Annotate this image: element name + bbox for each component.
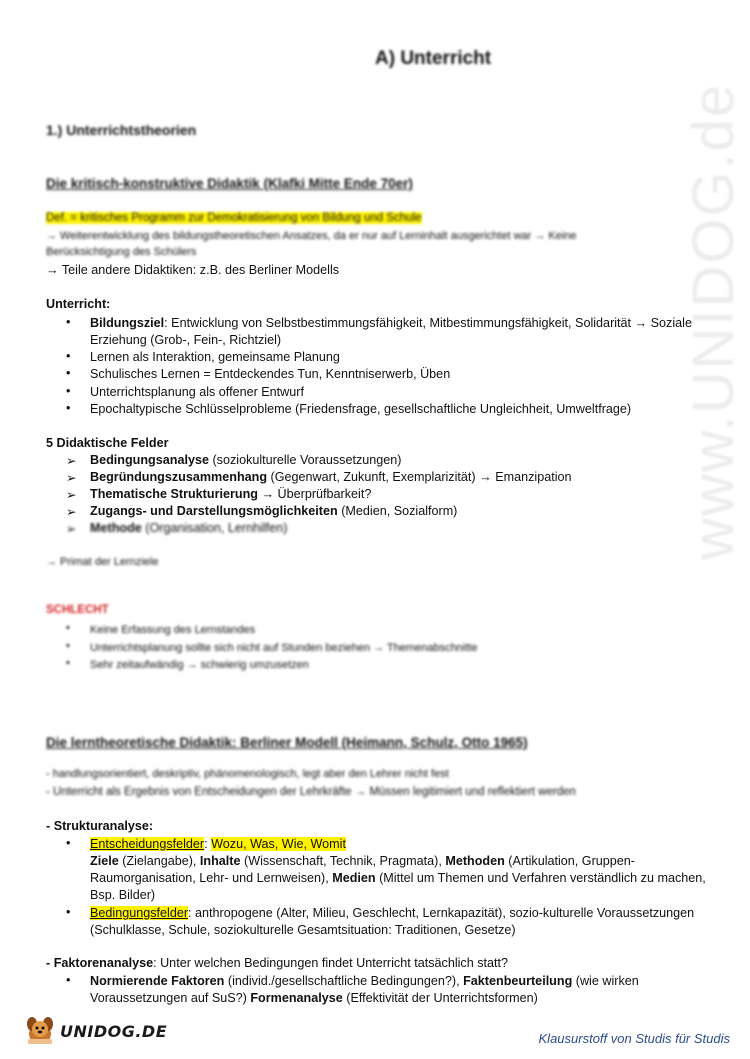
berlin-line-1: - handlungsorientiert, deskriptiv, phänomenologisch, legt aber den Lehrer nicht fest bbox=[46, 768, 449, 780]
bedingungsfelder-label: Bedingungsfelder bbox=[90, 906, 189, 920]
strukturanalyse-label: - Strukturanalyse: bbox=[46, 819, 154, 833]
document-page: www.UNIDOG.de A) Unterricht 1.) Unterrichtstheorien Die kritisch-konstruktive Didaktik (Klafki Mitte Ende 70er) Def. = kritisches Programm zur Demokratisierung von Bildung und Schule → Weiterentwicklung des bildungstheoretischen Ansatzes, da er nur auf Lerninhalt ausgerichtet war → Keine Berücksichtigung des Schülers → Teile andere Didaktiken: z.B. des Berliner Modells Unterricht: • Bildungsziel: Entwicklung von Selbstbestimmungsfähigkeit, Mitbestimmungsfähigkeit, Solidarität → Soziale Erziehung (Grob-, Fein-, Richtziel) • Lernen als Interaktion, gemeinsame Planung • Schulisches Lernen = Entdeckendes Tun, Kenntniserwerb, Üben • Unterrichtsplanung als offener Entwurf • Epochaltypische Schlüsselprobleme (Friedensfrage, gesellschaftliche Ungleichheit, Umweltfrage) 5 Didaktische Felder ➢ Bedingungsanalyse (soziokulturelle Voraussetzungen) ➢ Begründungszusammenhang (Gegenwart, Zukunft, Exemplarizität) → Emanzipation ➢ Thematische Strukturierung → Überprüfbarkeit? ➢ Zugangs- und Darstellungsmöglichkeiten (Medien, Sozialform) ➢ Methode (Organisation, Lernhilfen) → Primat der Lernziele SCHLECHT • Keine Erfassung des Lernstandes • Unterrichtsplanung sollte sich nicht auf Stunden beziehen → Themenabschnitte • Sehr zeitaufwändig → schwierig umzusetzen Die lerntheoretische Didaktik: Berliner Modell (Heimann, Schulz, Otto 1965) - handlungsorientiert, deskriptiv, phänomenologisch, legt aber den Lehrer nicht fest - Unterricht als Ergebnis von Entscheidungen der Lehrkräfte → Müssen legitimiert und reflektiert werden - Strukturanalyse: • Entscheidungsfelder: Wozu, Was, Wie, Womit Ziele (Zielangabe), Inhalte (Wissenschaft, Technik, Pragmata), Methoden (Artikulation, Gruppen-Raumorganisation, Lehr- und Lernweisen), Medien (Mittel um Themen und Verfahren verständlich zu machen, Bsp. Bilder) • Bedingungsfelder: anthropogene (Alter, Milieu, Geschlecht, Lernkapazität), sozio-kulturelle Voraussetzungen (Schulklasse, Schule, soziokulturelle Gesamtsituation: Traditionen, Gesetze) - Faktorenanalyse: Unter welchen Bedingungen findet Unterricht tatsächlich statt? • Normierende Faktoren (individ./gesellschaftliche Bedingungen?), Faktenbeurteilung (wie wirken Voraussetzungen auf SuS?) Formenanalyse (Effektivität der Unterrichtsformen) UNIDOG.DE Klausurstoff von Studis für Studis bbox=[0, 0, 750, 1059]
brand-name: UNIDOG.DE bbox=[60, 1022, 168, 1041]
berlin-heading: Die lerntheoretische Didaktik: Berliner Modell (Heimann, Schulz, Otto 1965) bbox=[46, 735, 528, 750]
bullet-icon: • bbox=[66, 657, 70, 669]
berlin-line-2: - Unterricht als Ergebnis von Entscheidungen der Lehrkräfte → Müssen legitimiert und reflektiert werden bbox=[46, 786, 576, 798]
klafki-line-2: → Teile andere Didaktiken: z.B. des Berliner Modells bbox=[46, 263, 340, 277]
footer-tagline: Klausurstoff von Studis für Studis bbox=[538, 1031, 730, 1046]
section-heading: 1.) Unterrichtstheorien bbox=[46, 122, 197, 138]
schlecht-label: SCHLECHT bbox=[46, 604, 109, 616]
entscheidungsfelder-label: Entscheidungsfelder bbox=[90, 837, 205, 851]
definition-highlight: Def. = kritisches Programm zur Demokratisierung von Bildung und Schule bbox=[46, 212, 422, 224]
klafki-line-1b: Berücksichtigung des Schülers bbox=[46, 246, 197, 258]
unidog-logo[interactable] bbox=[22, 1012, 168, 1048]
bullet-icon: • bbox=[66, 905, 71, 919]
page-title: A) Unterricht bbox=[375, 48, 492, 69]
bullet-icon: • bbox=[66, 836, 71, 850]
bullet-icon: • bbox=[66, 640, 70, 652]
bullet-icon: • bbox=[66, 366, 71, 380]
bullet-icon: • bbox=[66, 401, 71, 415]
arrow-bullet-icon: ➢ bbox=[66, 505, 77, 519]
bullet-icon: • bbox=[66, 622, 70, 634]
unterricht-label: Unterricht: bbox=[46, 297, 111, 311]
klafki-definition bbox=[46, 212, 422, 224]
watermark: www.UNIDOG.de bbox=[681, 82, 746, 560]
arrow-bullet-icon: ➢ bbox=[66, 488, 77, 502]
entscheidungsfelder-highlight: Wozu, Was, Wie, Womit bbox=[211, 837, 346, 851]
primat-line: → Primat der Lernziele bbox=[46, 556, 159, 568]
bullet-icon: • bbox=[66, 973, 71, 987]
klafki-heading: Die kritisch-konstruktive Didaktik (Klafki Mitte Ende 70er) bbox=[46, 176, 413, 191]
bullet-icon: • bbox=[66, 384, 71, 398]
arrow-bullet-icon: ➢ bbox=[66, 522, 77, 536]
bullet-icon: • bbox=[66, 315, 71, 329]
arrow-bullet-icon: ➢ bbox=[66, 454, 77, 468]
felder-label: 5 Didaktische Felder bbox=[46, 436, 169, 450]
bullet-icon: • bbox=[66, 349, 71, 363]
dog-mascot-icon bbox=[22, 1012, 58, 1048]
arrow-bullet-icon: ➢ bbox=[66, 471, 77, 485]
faktorenanalyse-line: - Faktorenanalyse: Unter welchen Bedingungen findet Unterricht tatsächlich statt? bbox=[46, 956, 509, 970]
klafki-line-1: → Weiterentwicklung des bildungstheoretischen Ansatzes, da er nur auf Lerninhalt ausgerichtet war → Keine bbox=[46, 230, 577, 242]
